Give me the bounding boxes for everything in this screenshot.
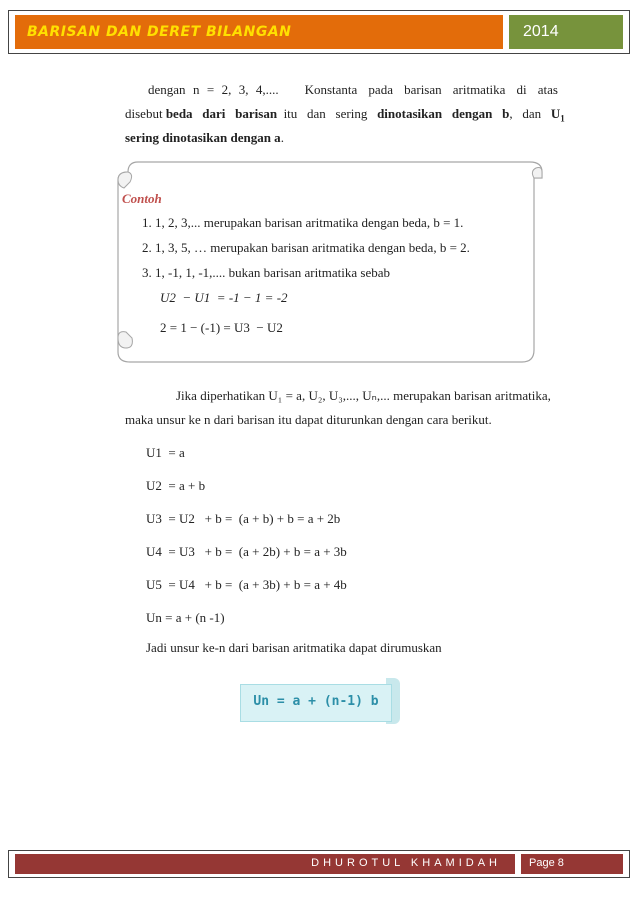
intro-line-3: sering dinotasikan dengan a. <box>125 130 284 145</box>
formula-text: Un = a + (n-1) b <box>253 694 379 709</box>
page-number: Page 8 <box>529 857 564 869</box>
example-equation-2: 2 = 1 − (-1) = U3 − U2 <box>160 320 283 335</box>
derivation-row-1: U1 = a <box>146 445 185 460</box>
derivation-row-6: Un = a + (n -1) <box>146 610 225 625</box>
intro-line-2 <box>125 104 565 129</box>
header-title: BARISAN DAN DERET BILANGAN <box>27 24 292 40</box>
intro-text: disebut <box>125 106 166 121</box>
example-item-2: 2. 1, 3, 5, … merupakan barisan aritmatika dengan beda, b = 2. <box>142 240 470 255</box>
derivation-row-4: U4 = U3 + b = (a + 2b) + b = a + 3b <box>146 544 347 559</box>
conclusion-text: Jadi unsur ke-n dari barisan aritmatika dapat dirumuskan <box>146 640 442 655</box>
derivation-row-5: U5 = U4 + b = (a + 3b) + b = a + 4b <box>146 577 347 592</box>
derivation-row-2: U2 = a + b <box>146 478 206 493</box>
example-item-1: 1. 1, 2, 3,... merupakan barisan aritmatika dengan beda, b = 1. <box>142 215 464 230</box>
header-year-bar <box>509 15 623 49</box>
header-title-bar <box>15 15 503 49</box>
intro-term-beda: beda dari barisan <box>165 106 278 121</box>
page-header <box>8 10 630 54</box>
footer-author-bar <box>15 854 515 874</box>
intro-text: , dan <box>509 106 551 121</box>
intro-line-1: dengan n = 2, 3, 4,.... Konstanta pada barisan aritmatika di atas <box>148 82 558 97</box>
body-para-line-2: maka unsur ke n dari barisan itu dapat diturunkan dengan cara berikut. <box>125 412 492 427</box>
body-para-line-1: Jika diperhatikan U₁ = a, U₂, U₃,..., Uₙ,... merupakan barisan aritmatika, <box>176 388 551 403</box>
header-year: 2014 <box>523 23 559 40</box>
intro-text: itu dan sering <box>277 106 378 121</box>
example-item-3: 3. 1, -1, 1, -1,.... bukan barisan aritmatika sebab <box>142 265 391 280</box>
formula-box <box>240 684 392 722</box>
intro-term-a: sering dinotasikan dengan a <box>125 130 281 145</box>
example-title: Contoh <box>122 191 162 206</box>
derivation-row-3: U3 = U2 + b = (a + b) + b = a + 2b <box>146 511 341 526</box>
intro-term-u: $U_1$ <box>550 106 565 124</box>
footer-author: DHUROTUL KHAMIDAH <box>311 857 501 869</box>
footer-page-bar <box>521 854 623 874</box>
example-equation-1: U2 − U1 = -1 − 1 = -2 <box>160 290 288 305</box>
page-footer <box>8 850 630 878</box>
intro-term-notation: dinotasikan dengan b <box>377 106 510 121</box>
